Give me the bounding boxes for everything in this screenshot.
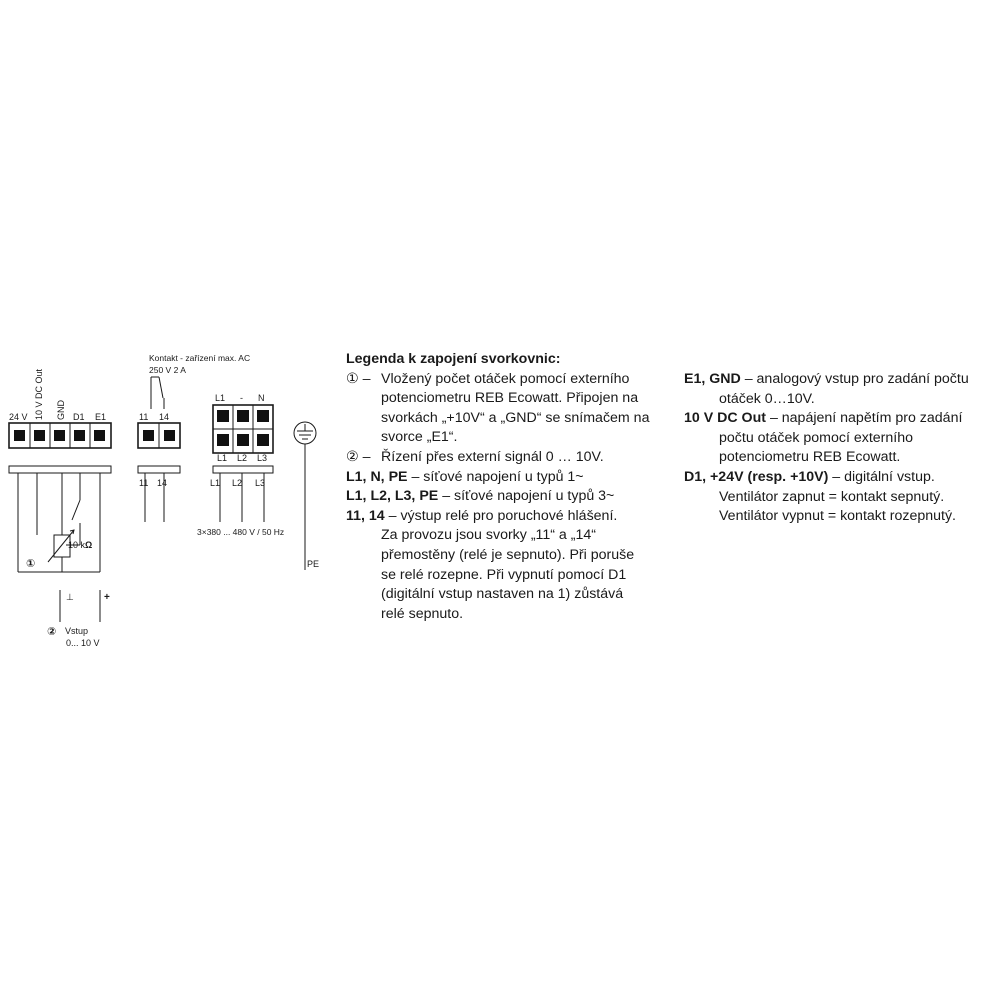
mains-bottom-label-l3: L3 — [257, 453, 268, 463]
marker-2: ② — [47, 626, 57, 638]
relay-term-14: 14 — [159, 412, 170, 422]
legend-item-5 — [346, 507, 681, 527]
legend-item-4 — [346, 487, 681, 507]
legend-right-item-1-text: – analogový vstup pro zadání počtu — [740, 371, 969, 387]
terminal-label-gnd: GND — [56, 400, 66, 420]
input-range: 0... 10 V — [66, 638, 100, 648]
legend-right-item-1-key: E1, GND — [684, 371, 741, 387]
connector-bar — [138, 466, 180, 473]
legend-item-3 — [346, 468, 681, 488]
control-terminal-block — [9, 368, 111, 473]
legend-item-4-key: L1, L2, L3, PE — [346, 488, 439, 505]
terminal-screw — [164, 430, 175, 441]
terminal-screw — [217, 410, 229, 422]
mains-wire-label-l2: L2 — [232, 478, 243, 488]
mains-bottom-label-l2: L2 — [237, 453, 248, 463]
terminal-screw — [257, 410, 269, 422]
legend-title: Legenda k zapojení svorkovnic: — [346, 351, 561, 367]
legend-right-item-3-key: D1, +24V (resp. +10V) — [684, 468, 829, 485]
input-label: Vstup — [65, 626, 89, 636]
mains-top-label-n: N — [258, 393, 265, 403]
terminal-screw — [217, 434, 229, 446]
legend-item-4-text: – síťové napojení u typů 3~ — [438, 488, 615, 505]
ground-symbol: ⊥ — [66, 592, 74, 602]
relay-rating: 250 V 2 A — [149, 365, 186, 375]
connector-bar — [9, 466, 111, 473]
legend-item-5-key: 11, 14 — [346, 507, 385, 524]
terminal-label-10v-dc-out: 10 V DC Out — [34, 368, 44, 420]
legend-right-item-2-text: – napájení napětím pro zadání — [766, 410, 963, 427]
mains-top-label-l1: L1 — [215, 393, 226, 403]
terminal-screw — [94, 430, 105, 441]
legend-item-1-marker: ① – — [346, 370, 371, 387]
mains-bottom-label-l1: L1 — [217, 453, 228, 463]
legend-right-item-2 — [684, 409, 996, 429]
connector-bar — [213, 466, 273, 473]
marker-1: ① — [26, 558, 36, 570]
legend-item-1-text: Vložený počet otáček pomocí externího potenciometru REB Ecowatt. Připojen na svorkách „+10V“ a „GND“ se snímačem na svorce „E1“. — [381, 370, 650, 446]
terminal-screw — [74, 430, 85, 441]
relay-wire-label-11: 11 — [139, 478, 149, 488]
terminal-label-d1: D1 — [73, 412, 85, 422]
mains-wire-label-l3: L3 — [255, 478, 266, 488]
legend-item-2 — [346, 448, 681, 468]
legend-item-5-continuation: Za provozu jsou svorky „11“ a „14“ přemostěny (relé je sepnuto). Při poruše se relé rozepne. Při vypnutí pomocí D1 (digitální vstup nastaven na 1) zůstává relé sepnuto. — [381, 527, 635, 622]
legend-right-item-2-key: 10 V DC Out — [684, 410, 766, 427]
mains-top-label-dash: - — [240, 393, 243, 403]
mains-wire-label-l1: L1 — [210, 478, 221, 488]
terminal-screw — [14, 430, 25, 441]
terminal-screw — [54, 430, 65, 441]
terminal-screw — [237, 434, 249, 446]
legend-right-item-2-continuation: počtu otáček pomocí externího potenciometru REB Ecowatt. — [719, 429, 914, 466]
mains-terminal-block — [197, 393, 284, 537]
legend-right-item-3-continuation-2: Ventilátor vypnut = kontakt rozepnutý. — [719, 508, 956, 525]
relay-wire-label-14: 14 — [157, 478, 168, 488]
legend-right — [684, 370, 996, 527]
legend-right-item-3-text: – digitální vstup. — [828, 468, 935, 485]
relay-header: Kontakt - zařízení max. AC — [149, 353, 251, 363]
legend-item-2-marker: ② – — [346, 448, 371, 465]
terminal-screw — [34, 430, 45, 441]
legend-right-item-1 — [684, 370, 996, 390]
terminal-screw — [257, 434, 269, 446]
mains-spec: 3×380 ... 480 V / 50 Hz — [197, 527, 285, 537]
legend-left — [346, 350, 681, 624]
legend-item-5-text: – výstup relé pro poruchové hlášení. — [384, 507, 618, 524]
terminal-screw — [237, 410, 249, 422]
legend-right-item-1-continuation: otáček 0…10V. — [719, 390, 815, 407]
terminal-screw — [143, 430, 154, 441]
legend-item-2-text: Řízení přes externí signál 0 … 10V. — [381, 448, 604, 465]
relay-term-11: 11 — [139, 412, 149, 422]
pe-ground — [294, 422, 316, 570]
legend-right-item-3-continuation-1: Ventilátor zapnut = kontakt sepnutý. — [719, 488, 945, 505]
potentiometer-label: 10 kΩ — [68, 540, 93, 550]
plus-symbol: + — [104, 592, 110, 603]
legend-item-3-key: L1, N, PE — [346, 468, 408, 485]
legend-item-1 — [346, 370, 681, 448]
legend-item-3-text: – síťové napojení u typů 1~ — [407, 468, 584, 485]
terminal-label-e1: E1 — [95, 412, 107, 422]
terminal-label-24v: 24 V — [9, 412, 28, 422]
legend-right-item-3 — [684, 468, 996, 488]
pe-label: PE — [307, 559, 320, 569]
